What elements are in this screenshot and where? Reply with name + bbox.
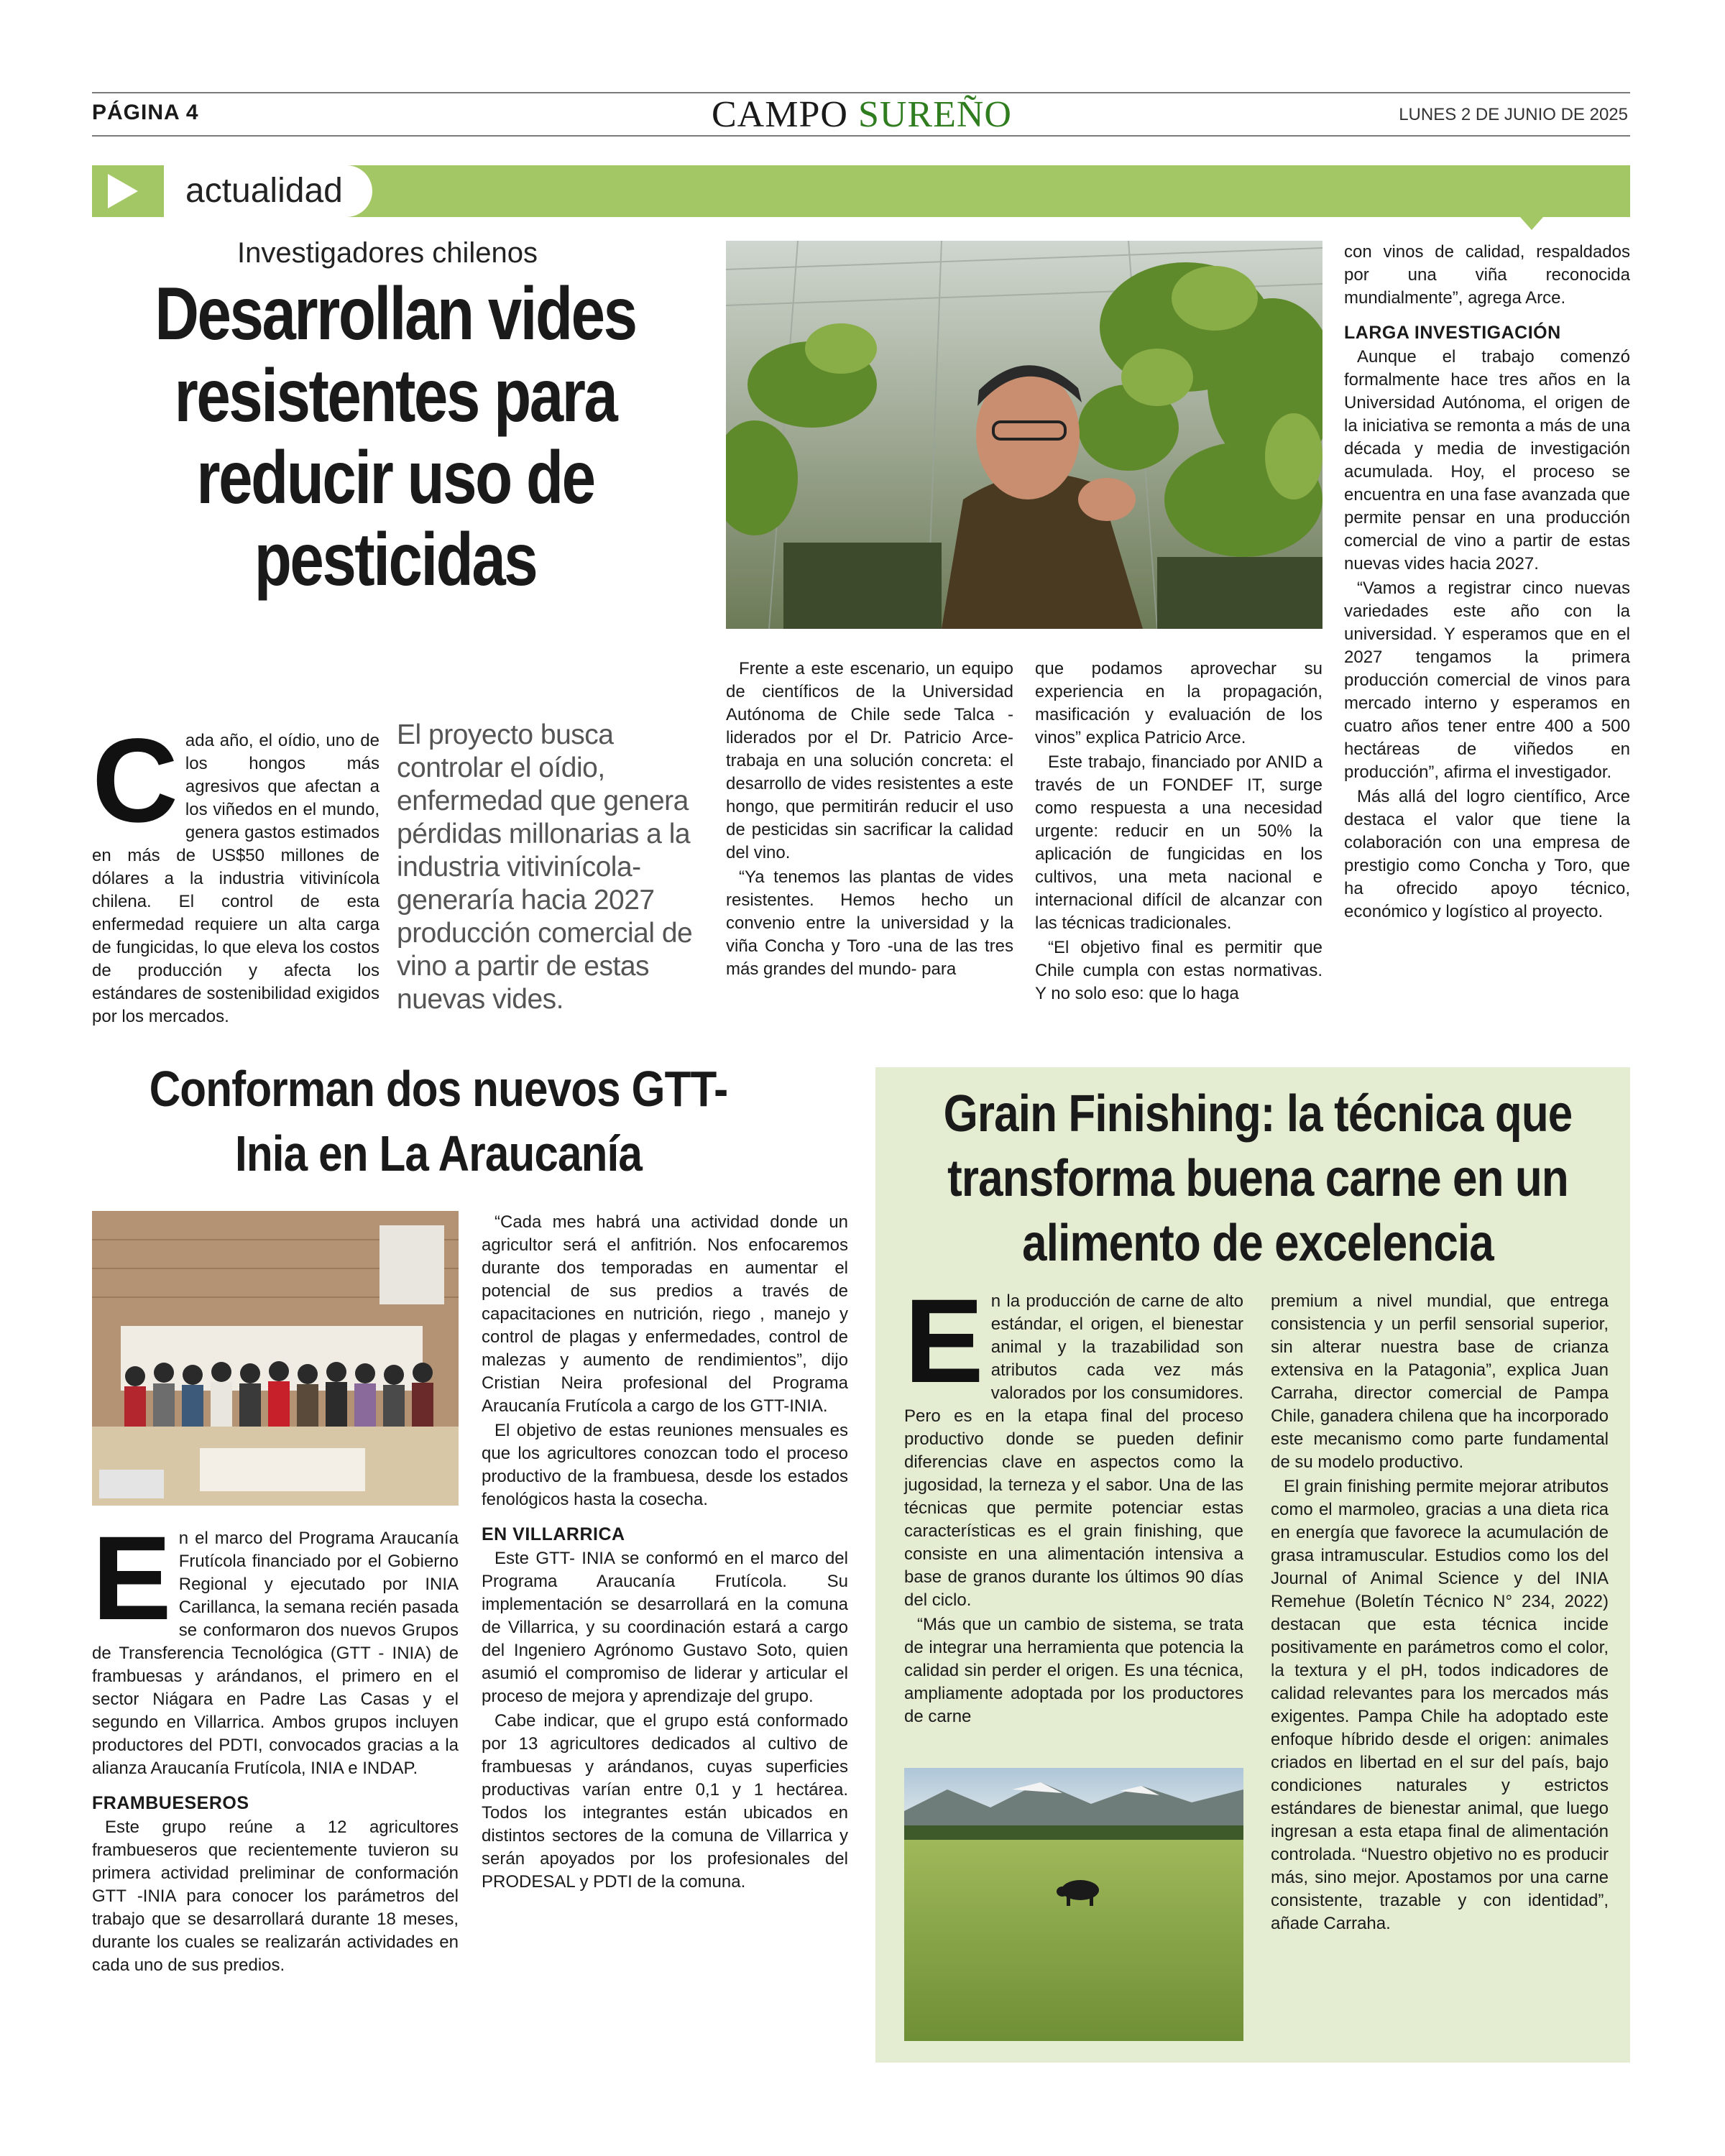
article3-dropcap: E: [904, 1275, 984, 1408]
article1-col5-p3: Más allá del logro científico, Arce destaca el valor que tiene la colaboración con una empresa de prestigio como Concha y Toro, que ha ofrecido apoyo técnico, económico y logístico al proyecto.: [1344, 787, 1630, 921]
article2-subhead1: FRAMBUESEROS: [92, 1793, 249, 1813]
article3-headline: Grain Finishing: la técnica que transforma buena carne en un alimento de excelencia: [943, 1085, 1573, 1272]
article2-dropcap: E: [92, 1512, 172, 1645]
article1-col5-p2: “Vamos a registrar cinco nuevas variedades este año con la universidad. Y esperamos que en el 2027 tengamos la primera producción comercial de vinos para mercado interno y esperamos en cuatro años tener entre 400 a 500 hectáreas de viñedos en producción”, afirma el investigador.: [1344, 579, 1630, 782]
article3-col2: [1271, 1290, 1609, 1937]
article3-col2-p1: premium a nivel mundial, que entrega consistencia y un perfil sensorial superior, sin alterar nuestra base de crianza extensiva en la Patagonia”, explica Juan Carraha, director comercial de Pampa Chile, ganadera chilena que ha incorporado este mecanismo como parte fundamental de su modelo productivo.: [1271, 1291, 1609, 1472]
masthead: [712, 93, 1012, 136]
article1-col5-intro: con vinos de calidad, respaldados por una viña reconocida mundialmente”, agrega Arce.: [1344, 242, 1630, 308]
article2-headline: Conforman dos nuevos GTT-Inia en La Araucanía: [149, 1061, 728, 1181]
article1-col4-p1: que podamos aprovechar su experiencia en la propagación, masificación y evaluación de los vinos” explica Patricio Arce.: [1035, 659, 1322, 747]
article3-lead-text: n la producción de carne de alto estándar, el origen, el bienestar animal y la trazabilidad son atributos cada vez más valorados por los consumidores. Pero es en la etapa final del proceso productivo donde se pueden definir diferencias clave en aspectos como la jugosidad, la terneza y el sabor. Una de las técnicas que permite potenciar estas características es el grain finishing, que consiste en una alimentación intensiva a base de granos durante los últimos 90 días del ciclo.: [904, 1291, 1243, 1610]
article2-col2-p4: Cabe indicar, que el grupo está conformado por 13 agricultores dedicados al cultivo de frambuesas y arándanos, cuyas superficies productivas varían entre 0,1 y 1 hectárea. Todos los integrantes están ubicados en distintos sectores de la comuna de Villarrica y serán apoyados por los profesionales del PRODESAL y PDTI de la comuna.: [482, 1711, 848, 1892]
article2-col1: [92, 1512, 459, 1978]
article1-col3: [726, 658, 1013, 982]
section-tab: [164, 165, 372, 217]
article2-col2-p2: El objetivo de estas reuniones mensuales es que los agricultores conozcan todo el proceso productivo de la frambuesa, desde los estados fenológicos hasta la cosecha.: [482, 1421, 848, 1509]
article1-pullquote: El proyecto busca controlar el oídio, enfermedad que genera pérdidas millonarias a la industria vitivinícola- generaría hacia 2027 producción comercial de vino a partir de estas nuevas vides.: [397, 719, 693, 1015]
photo-researcher-vines: [726, 241, 1322, 629]
article3-col1: [904, 1275, 1243, 1730]
article1-kicker: Investigadores chilenos: [237, 237, 538, 269]
article1-dropcap: C: [92, 714, 178, 847]
article1-col4-p3: “El objetivo final es permitir que Chile cumpla con estas normativas. Y no solo eso: que lo haga: [1035, 938, 1322, 1003]
article1-col3-p2: “Ya tenemos las plantas de vides resistentes. Hemos hecho un convenio entre la universidad y la viña Concha y Toro -una de las tres más grandes del mundo- para: [726, 867, 1013, 979]
article3-col1-p2: “Más que un cambio de sistema, se trata de integrar una herramienta que potencia la calidad sin perder el origen. Es una técnica, ampliamente adoptada por los productores de carne: [904, 1615, 1243, 1726]
page-number: PÁGINA 4: [92, 101, 199, 124]
article1-lead: [92, 714, 380, 1028]
article1-subhead: LARGA INVESTIGACIÓN: [1344, 323, 1561, 343]
article1-col3-p1: Frente a este escenario, un equipo de científicos de la Universidad Autónoma de Chile sede Talca -liderados por el Dr. Patricio Arce- trabaja en una solución concreta: el desarrollo de vides resistentes a este hongo, que permitirán reducir el uso de pesticidas sin sacrificar la calidad del vino.: [726, 659, 1013, 862]
article1-col5-p1: Aunque el trabajo comenzó formalmente hace tres años en la Universidad Autónoma, el origen de la iniciativa se remonta a más de una década y media de investigación acumulada. Hoy, el proceso se encuentra en una fase avanzada que permite pensar en una producción comercial de vino a partir de estas nuevas vides hacia 2027.: [1344, 347, 1630, 573]
masthead-sureno: SUREÑO: [857, 94, 1012, 135]
article3-col2-p2: El grain finishing permite mejorar atributos como el marmoleo, gracias a una dieta rica en energía que favorece la acumulación de grasa intramuscular. Estudios como los del Journal of Animal Science y del INIA Remehue (Boletín Técnico N° 234, 2022) destacan que esta técnica incide positivamente en parámetros como el color, la textura y el pH, todos indicadores de calidad relevantes para los mercados más exigentes. Pampa Chile ha adoptado este enfoque híbrido desde el origen: animales criados en libertad en el sur del país, bajo condiciones naturales y estrictos estándares de bienestar animal, que luego ingresan a esta etapa final de alimentación controlada. “Nuestro objetivo no es producir más, sino mejor. Apostamos por una carne consistente, trazable y con identidad”, añade Carraha.: [1271, 1477, 1609, 1933]
section-label: actualidad: [185, 172, 343, 210]
article1-col4-p2: Este trabajo, financiado por ANID a través de un FONDEF IT, surge como respuesta a una necesidad urgente: reducir en un 50% la aplicación de fungicidas en los cultivos, una meta nacional e internacional difícil de alcanzar con las técnicas tradicionales.: [1035, 752, 1322, 933]
article2-subhead2: EN VILLARRICA: [482, 1524, 625, 1544]
header-rule-bottom: [92, 135, 1630, 137]
article1-col4: [1035, 658, 1322, 1007]
masthead-campo: CAMPO: [712, 94, 848, 135]
section-notch: [1520, 217, 1543, 230]
article1-headline: Desarrollan vides resistentes para reducir uso de pesticidas: [155, 272, 636, 602]
article2-col2-p3: Este GTT- INIA se conformó en el marco del Programa Araucanía Frutícola. Su implementación se desarrollará en la comuna de Villarrica, y su coordinación estará a cargo del Ingeniero Agrónomo Gustavo Soto, quien asumió el compromiso de liderar y articular el proceso de mejora y aprendizaje del grupo.: [482, 1549, 848, 1706]
play-arrow-icon: [92, 165, 157, 217]
article2-lead-text: n el marco del Programa Araucanía Frutícola financiado por el Gobierno Regional y ejecutado por INIA Carillanca, la semana recién pasada se conformaron dos nuevos Grupos de Transferencia Tecnológica (GTT - INIA) de frambuesas y arándanos, el primero en el sector Niágara en Padre Las Casas y el segundo en Villarrica. Ambos grupos incluyen productores del PDTI, convocados gracias a la alianza Araucanía Frutícola, INIA e INDAP.: [92, 1529, 459, 1778]
article2-col1-p2: Este grupo reúne a 12 agricultores frambueseros que recientemente tuvieron su primera actividad preliminar de conformación GTT -INIA para conocer los parámetros del trabajo que se desarrollará durante 18 meses, durante los cuales se realizarán actividades en cada uno de sus predios.: [92, 1818, 459, 1975]
article1-lead-text: ada año, el oídio, uno de los hongos más agresivos que afectan a los viñedos en el mundo, genera gastos estimados en más de US$50 millones de dólares a la industria vitivinícola chilena. El control de esta enfermedad requiere un alta carga de fungicidas, lo que eleva los costos de producción y afecta los estándares de sostenibilidad exigidos por los mercados.: [92, 731, 380, 1026]
photo-cattle-pasture: [904, 1768, 1243, 2041]
issue-date: LUNES 2 DE JUNIO DE 2025: [1399, 105, 1628, 124]
article2-col2-p1: “Cada mes habrá una actividad donde un agricultor será el anfitrión. Nos enfocaremos durante dos temporadas en aumentar el potencial de sus predios a través de capacitaciones en nutrición, riego , manejo y control de plagas y enfermedades, control de malezas y aumento de rendimientos”, dijo Cristian Neira profesional del Programa Araucanía Frutícola a cargo de los GTT-INIA.: [482, 1212, 848, 1416]
article1-col5: [1344, 241, 1630, 925]
article2-col2: [482, 1211, 848, 1895]
photo-group-meeting: [92, 1211, 459, 1506]
